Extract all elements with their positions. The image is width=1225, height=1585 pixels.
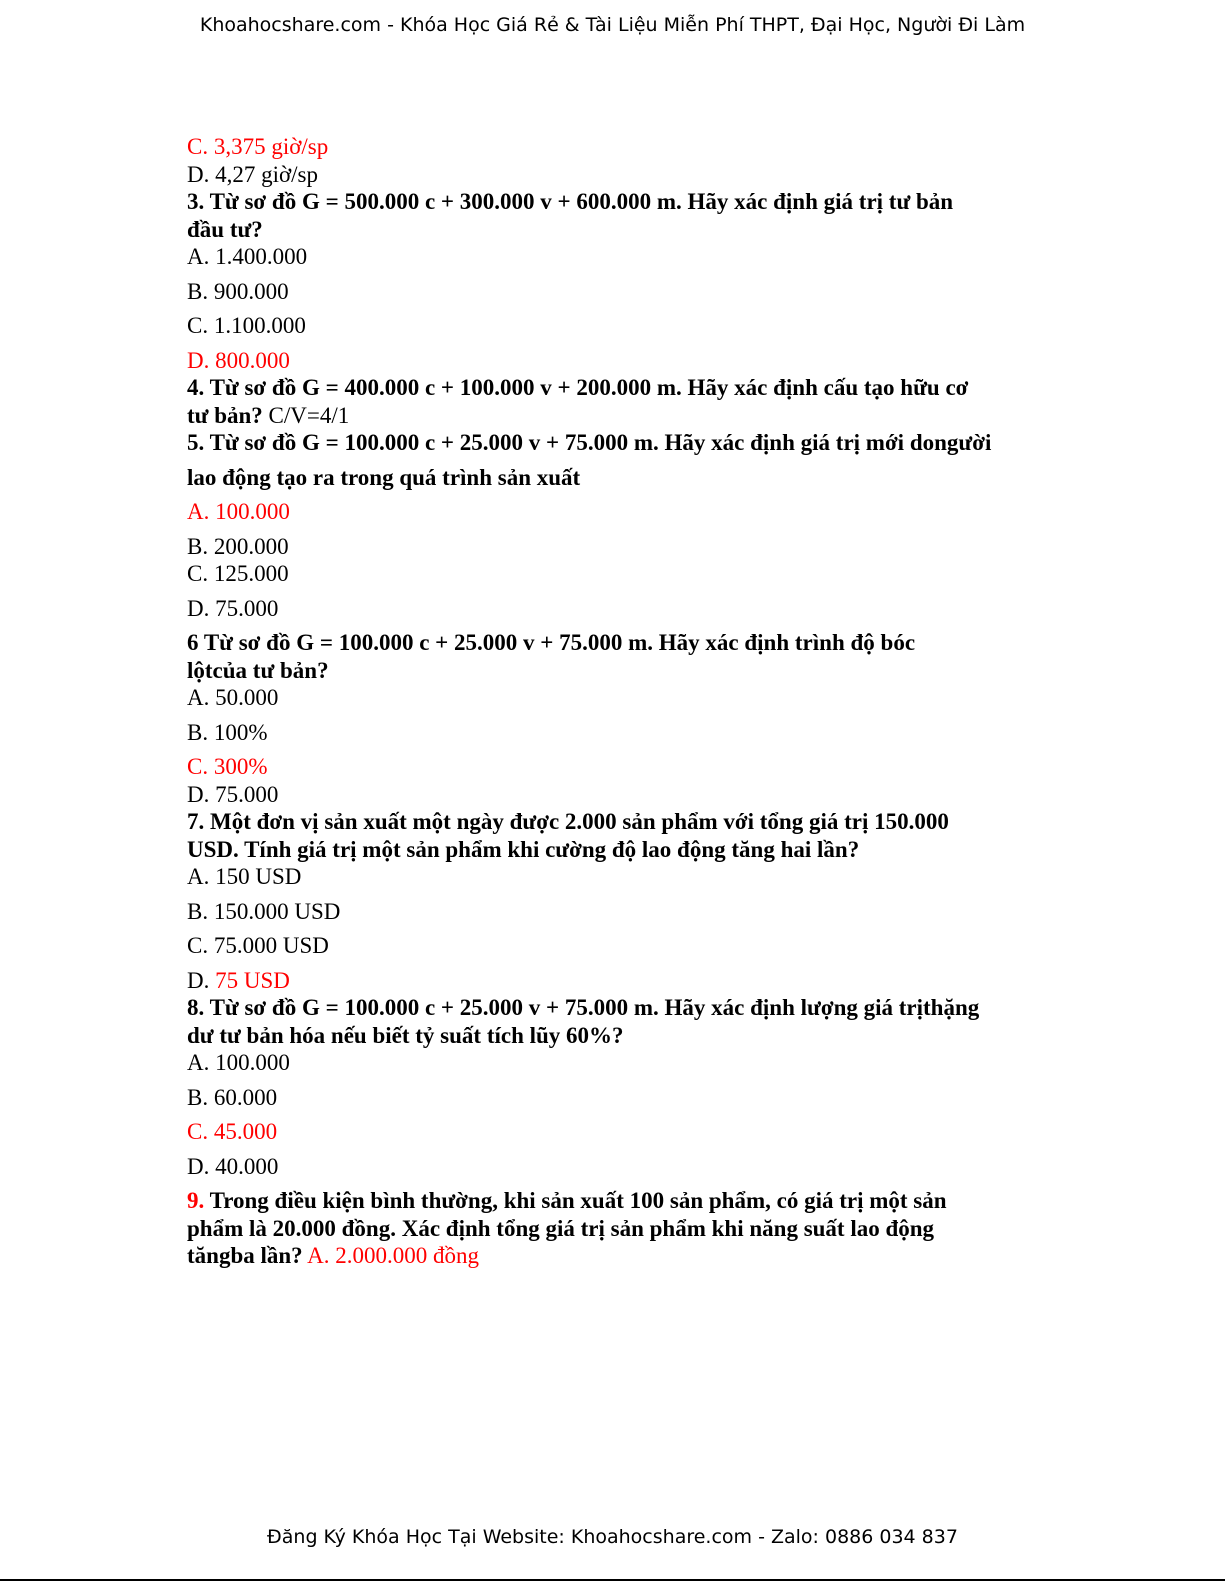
q4-answer: C/V=4/1 bbox=[262, 402, 350, 428]
q4-question-end: tư bản? bbox=[187, 402, 263, 428]
page-footer: Đăng Ký Khóa Học Tại Website: Khoahocshare.com - Zalo: 0886 034 837 bbox=[267, 1526, 958, 1548]
q7-text-line2: USD. Tính giá trị một sản phẩm khi cường độ lao động tăng hai lần? bbox=[187, 836, 860, 862]
q7-text-line1: 7. Một đơn vị sản xuất một ngày được 2.000 sản phẩm với tổng giá trị 150.000 bbox=[187, 809, 949, 834]
q9-text-line3 bbox=[187, 1242, 1047, 1270]
q5-option-b: B. 200.000 bbox=[187, 533, 289, 559]
q6-option-a: A. 50.000 bbox=[187, 685, 279, 710]
q8-option-d: D. 40.000 bbox=[187, 1153, 279, 1179]
q8-option-b: B. 60.000 bbox=[187, 1084, 278, 1110]
page-header: Khoahocshare.com - Khóa Học Giá Rẻ & Tài Liệu Miễn Phí THPT, Đại Học, Người Đi Làm bbox=[199, 14, 1026, 36]
q3-option-a: A. 1.400.000 bbox=[187, 244, 308, 269]
q5-text-line2: lao động tạo ra trong quá trình sản xuất bbox=[187, 464, 581, 490]
q8-option-c: C. 45.000 bbox=[187, 1119, 278, 1144]
q5-option-a: A. 100.000 bbox=[187, 499, 290, 524]
q6-option-b: B. 100% bbox=[187, 719, 268, 745]
q9-text-line2: phẩm là 20.000 đồng. Xác định tổng giá trị sản phẩm khi năng suất lao động bbox=[187, 1215, 935, 1241]
q3-option-d: D. 800.000 bbox=[187, 347, 290, 373]
q2-option-c: C. 3,375 giờ/sp bbox=[187, 134, 329, 159]
document-body bbox=[187, 133, 1047, 1270]
q3-option-b: B. 900.000 bbox=[187, 278, 289, 304]
q3-text-line1: 3. Từ sơ đồ G = 500.000 c + 300.000 v + 600.000 m. Hãy xác định giá trị tư bản bbox=[187, 189, 954, 214]
q6-text-line1: 6 Từ sơ đồ G = 100.000 c + 25.000 v + 75.000 m. Hãy xác định trình độ bóc bbox=[187, 630, 916, 655]
q6-option-c: C. 300% bbox=[187, 754, 268, 779]
q7-option-b: B. 150.000 USD bbox=[187, 898, 341, 924]
q9-number: 9. bbox=[187, 1188, 205, 1213]
q9-text-line1 bbox=[187, 1187, 1047, 1215]
q7-option-c: C. 75.000 USD bbox=[187, 933, 329, 958]
q5-text-line1: 5. Từ sơ đồ G = 100.000 c + 25.000 v + 75.000 m. Hãy xác định giá trị mới dongười bbox=[187, 430, 992, 455]
q4-text-line1: 4. Từ sơ đồ G = 400.000 c + 100.000 v + 200.000 m. Hãy xác định cấu tạo hữu cơ bbox=[187, 375, 969, 400]
q6-option-d: D. 75.000 bbox=[187, 781, 279, 807]
q3-option-c: C. 1.100.000 bbox=[187, 313, 306, 338]
q8-text-line2: dư tư bản hóa nếu biết tỷ suất tích lũy 60%? bbox=[187, 1022, 624, 1048]
q5-option-d: D. 75.000 bbox=[187, 595, 279, 621]
q3-text-line2: đầu tư? bbox=[187, 216, 263, 242]
q8-option-a: A. 100.000 bbox=[187, 1050, 290, 1075]
q9-line1-rest: Trong điều kiện bình thường, khi sản xuất 100 sản phẩm, có giá trị một sản bbox=[204, 1188, 947, 1213]
q2-option-d: D. 4,27 giờ/sp bbox=[187, 161, 319, 187]
q5-option-c: C. 125.000 bbox=[187, 561, 289, 586]
q6-text-line2: lộtcủa tư bản? bbox=[187, 657, 329, 683]
q8-text-line1: 8. Từ sơ đồ G = 100.000 c + 25.000 v + 75.000 m. Hãy xác định lượng giá trịthặng bbox=[187, 995, 980, 1020]
q4-text-line2 bbox=[187, 402, 1047, 430]
q9-question-end: tăngba lần? bbox=[187, 1243, 303, 1268]
q7-option-a: A. 150 USD bbox=[187, 864, 302, 889]
q7-option-d bbox=[187, 967, 1047, 995]
q7-option-d-prefix: D. bbox=[187, 967, 216, 993]
q7-option-d-value: 75 USD bbox=[215, 967, 290, 993]
q9-answer: A. 2.000.000 đồng bbox=[302, 1243, 480, 1268]
bottom-rule bbox=[0, 1579, 1225, 1581]
